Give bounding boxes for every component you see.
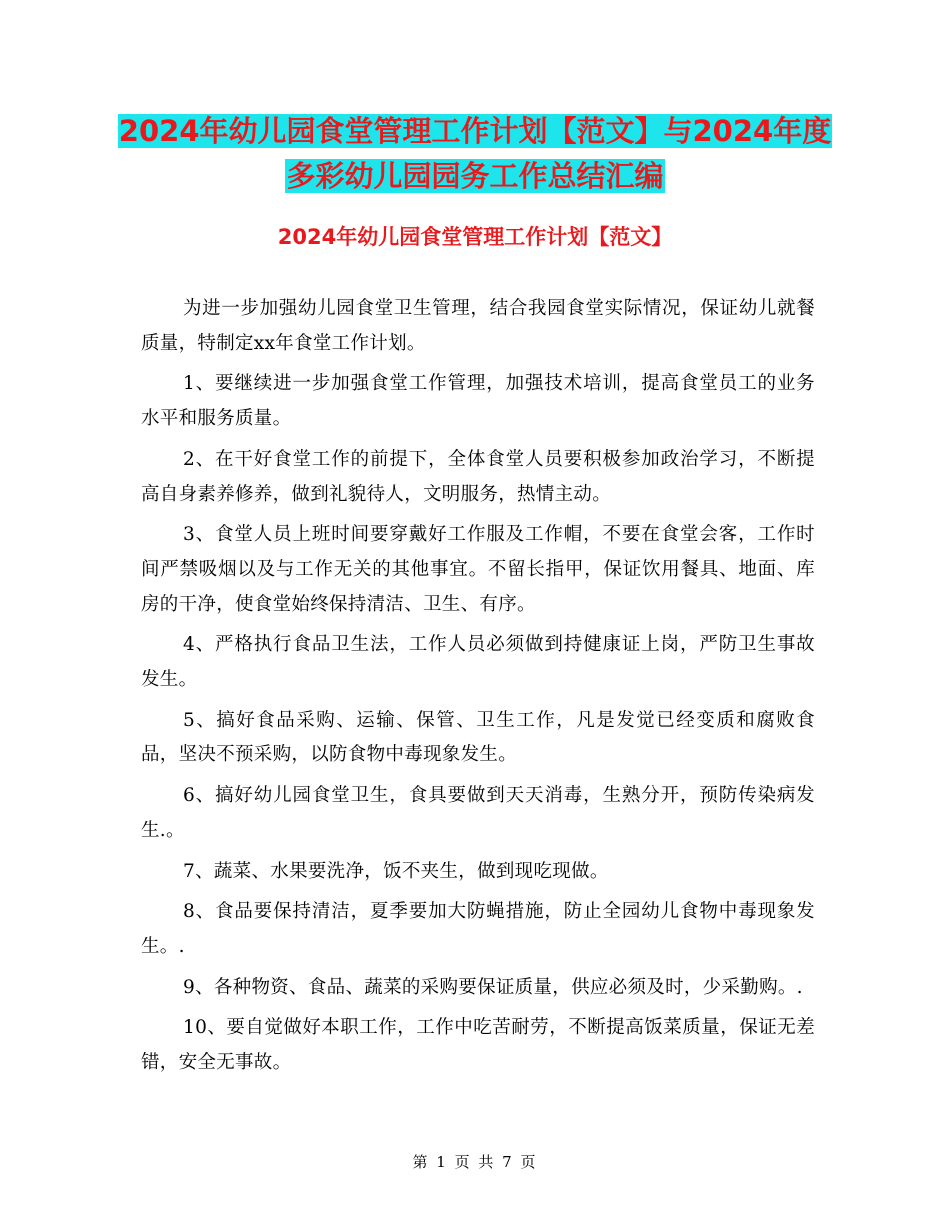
paragraph-item-5: 5、搞好食品采购、运输、保管、卫生工作，凡是发觉已经变质和腐败食品，坚决不预采购，以防食物中毒现象发生。 — [141, 709, 815, 766]
document-title-line-1 — [0, 111, 950, 151]
paragraph-item-8: 8、食品要保持清洁，夏季要加大防蝇措施，防止全园幼儿食物中毒现象发生。. — [141, 901, 815, 957]
paragraph-item-1: 1、要继续进一步加强食堂工作管理，加强技术培训，提高食堂员工的业务水平和服务质量。 — [141, 373, 815, 430]
paragraph-intro: 为进一步加强幼儿园食堂卫生管理，结合我园食堂实际情况，保证幼儿就餐质量，特制定xx年食堂工作计划。 — [141, 298, 815, 354]
paragraph-item-10: 10、要自觉做好本职工作，工作中吃苦耐劳，不断提高饭菜质量，保证无差错，安全无事故。 — [141, 1017, 815, 1074]
paragraph-item-2: 2、在干好食堂工作的前提下，全体食堂人员要积极参加政治学习，不断提高自身素养修养，做到礼貌待人，文明服务，热情主动。 — [141, 448, 815, 505]
page-number-footer: 第 1 页 共 7 页 — [412, 1153, 538, 1171]
document-title-text-2: 多彩幼儿园园务工作总结汇编 — [286, 159, 664, 193]
section-title: 2024年幼儿园食堂管理工作计划【范文】 — [277, 225, 673, 249]
paragraph-item-4: 4、严格执行食品卫生法，工作人员必须做到持健康证上岗，严防卫生事故发生。 — [141, 634, 815, 691]
document-title-text-1: 2024年幼儿园食堂管理工作计划【范文】与2024年度 — [118, 114, 832, 148]
paragraph-item-3: 3、食堂人员上班时间要穿戴好工作服及工作帽，不要在食堂会客，工作时间严禁吸烟以及与工作无关的其他事宜。不留长指甲，保证饮用餐具、地面、库房的干净，使食堂始终保持清洁、卫生、有序。 — [141, 524, 815, 615]
document-body — [141, 292, 815, 1087]
paragraph-item-6: 6、搞好幼儿园食堂卫生，食具要做到天天消毒，生熟分开，预防传染病发生.。 — [141, 785, 815, 841]
paragraph-item-7: 7、蔬菜、水果要洗净，饭不夹生，做到现吃现做。 — [183, 860, 609, 882]
document-title-line-2 — [0, 156, 950, 196]
paragraph-item-9: 9、各种物资、食品、蔬菜的采购要保证质量，供应必须及时，少采勤购。. — [183, 976, 803, 998]
